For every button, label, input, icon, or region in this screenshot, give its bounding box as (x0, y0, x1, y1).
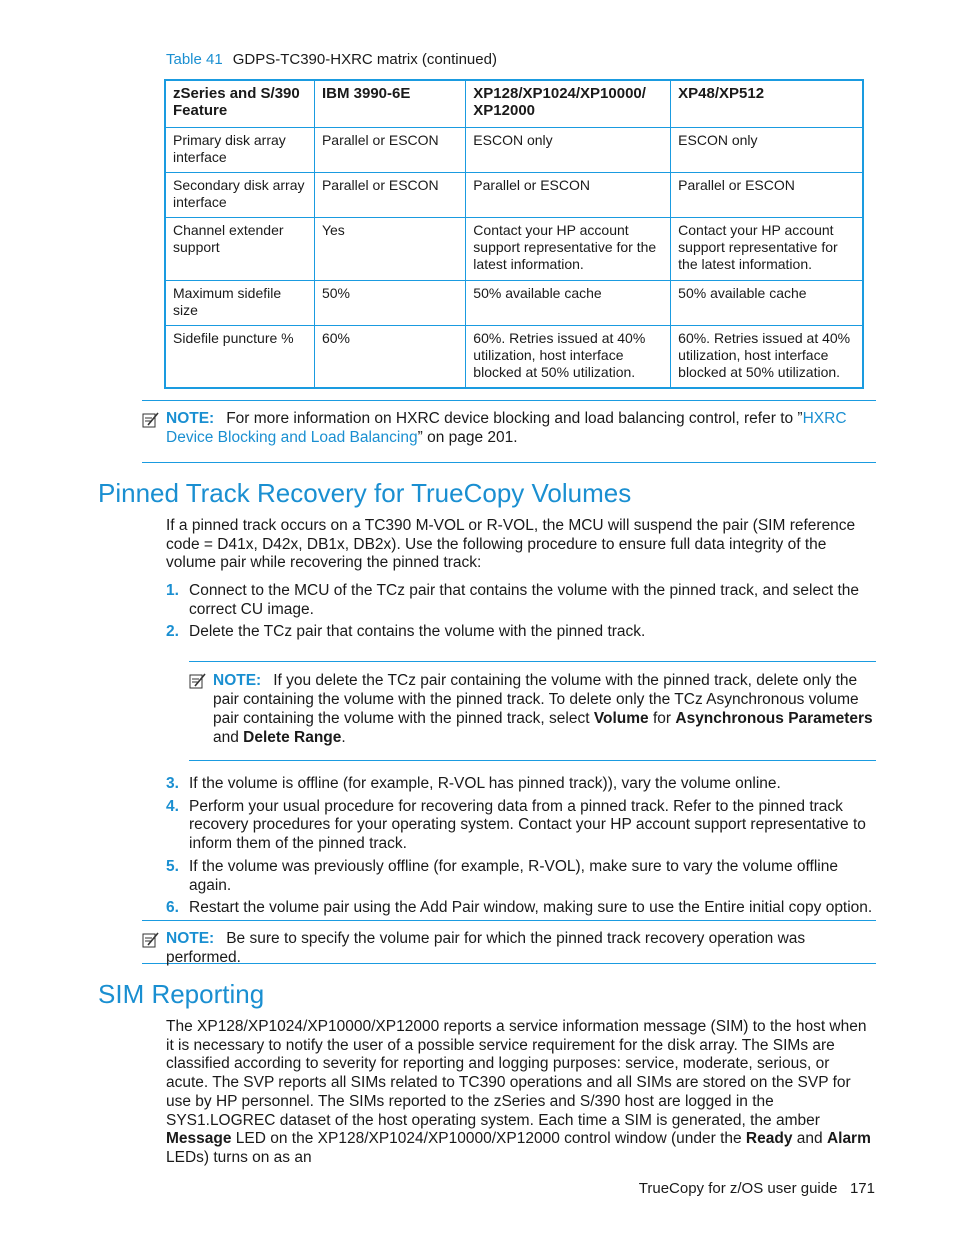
table-cell: Channel extender support (165, 218, 314, 281)
table-cell: Parallel or ESCON (314, 173, 465, 218)
ui-term-async-params: Asynchronous Parameters (675, 710, 873, 727)
list-item (166, 858, 874, 895)
paragraph-text: and (792, 1130, 827, 1148)
ui-term-alarm: Alarm (826, 1130, 871, 1148)
note-pencil-icon (189, 672, 207, 690)
note-pencil-icon (142, 411, 160, 429)
table-cell: Maximum sidefile size (165, 281, 314, 326)
list-item (166, 775, 874, 794)
table-cell: Secondary disk array interface (165, 173, 314, 218)
note-label: NOTE: (166, 930, 215, 947)
section-heading-sim-reporting: SIM Reporting (98, 979, 265, 1009)
table-cell: Primary disk array interface (165, 128, 314, 173)
table-cell: Yes (314, 218, 465, 281)
step-text: If the volume is offline (for example, R-VOL has pinned track)), vary the volume online. (189, 775, 781, 792)
paragraph-text: LED on the XP128/XP1024/XP10000/XP12000 control window (under the (231, 1130, 746, 1148)
guide-title: TrueCopy for z/OS user guide (638, 1180, 838, 1197)
step-number: 2. (166, 623, 179, 641)
step-text: Restart the volume pair using the Add Pair window, making sure to use the Entire initial copy option. (189, 899, 873, 917)
sim-reporting-paragraph (166, 1018, 874, 1168)
page-number: 171 (849, 1180, 875, 1197)
table-row (165, 218, 863, 281)
step-number: 5. (166, 857, 179, 875)
note-text: If you delete the TCz pair containing the volume with the pinned track, delete only the pair containing the volume with the pinned track. To delete only the TCz Asynchronous volume pair containing the volume with the pinned track, select (213, 672, 859, 727)
note-label: NOTE: (166, 410, 215, 427)
step-number: 6. (166, 899, 179, 917)
feature-matrix-table (164, 79, 864, 389)
page-footer (639, 1180, 875, 1197)
table-caption (166, 51, 497, 68)
note-text: Be sure to specify the volume pair for which the pinned track recovery operation was performed. (166, 930, 806, 966)
list-item (166, 899, 874, 918)
note-label: NOTE: (213, 672, 262, 689)
table-header-row (165, 80, 863, 128)
note-text: for (648, 710, 676, 727)
ui-term-ready: Ready (745, 1130, 793, 1148)
column-header: IBM 3990-6E (314, 80, 465, 128)
procedure-steps-b (166, 775, 874, 918)
table-row (165, 281, 863, 326)
note-text-end: ” on page 201. (417, 429, 518, 446)
table-title: GDPS-TC390-HXRC matrix (continued) (232, 51, 497, 68)
step-text: If the volume was previously offline (for example, R-VOL), make sure to vary the volume offline again. (189, 857, 838, 894)
pinned-track-intro: If a pinned track occurs on a TC390 M-VOL or R-VOL, the MCU will suspend the pair (SIM reference code = D41x, D42x, DB1x, DB2x). Use the following procedure to ensure full data integrity of the volume pair while recovering the pinned track: (166, 517, 856, 572)
step-number: 4. (166, 797, 179, 815)
list-item (166, 582, 874, 619)
ui-term-message: Message (166, 1130, 232, 1148)
procedure-steps-a (166, 582, 874, 642)
step-text: Perform your usual procedure for recovering data from a pinned track. Refer to the pinned track recovery procedures for your operating system. Contact your HP account support representative to inform them of the pinned track. (189, 797, 866, 853)
table-cell: Contact your HP account support representative for the latest information. (671, 218, 863, 281)
list-item (166, 623, 874, 642)
ui-term-volume: Volume (593, 710, 649, 727)
table-cell: 50% (314, 281, 465, 326)
note-text: For more information on HXRC device blocking and load balancing control, refer to ” (226, 410, 803, 427)
table-cell: 50% available cache (466, 281, 671, 326)
step-number: 3. (166, 775, 179, 792)
note-text: . (341, 729, 346, 746)
list-item (166, 798, 874, 854)
note-hxrc-blocking (142, 400, 876, 463)
table-cell: ESCON only (466, 128, 671, 173)
table-number: Table 41 (166, 51, 223, 68)
table-cell: 60% (314, 326, 465, 389)
step-text: Delete the TCz pair that contains the volume with the pinned track. (189, 623, 646, 641)
table-cell: 60%. Retries issued at 40% utilization, host interface blocked at 50% utilization. (466, 326, 671, 389)
note-pencil-icon (142, 931, 160, 949)
step-number: 1. (166, 582, 179, 599)
table-cell: Parallel or ESCON (466, 173, 671, 218)
step-text: Connect to the MCU of the TCz pair that contains the volume with the pinned track, and select the correct CU image. (189, 582, 860, 618)
paragraph-text: The XP128/XP1024/XP10000/XP12000 reports a service information message (SIM) to the host when it is necessary to notify the user of a possible service requirement for the disk array. The SIMs are classified according to severity for reporting and logging purposes: service, moderate, serious, or acute. The SVP reports all SIMs related to TC390 operations and all SIMs are stored on the SVP for use by HP personnel. The SIMs reported to the zSeries and S/390 host are logged in the SYS1.LOGREC dataset of the host operating system. Each time a SIM is generated, the amber (166, 1018, 867, 1129)
table-row (165, 173, 863, 218)
hxrc-blocking-link[interactable]: HXRC Device Blocking and Load Balancing (166, 410, 847, 446)
table-row (165, 128, 863, 173)
column-header: XP48/XP512 (671, 80, 863, 128)
column-header: zSeries and S/390 Feature (165, 80, 314, 128)
section-heading-pinned-track: Pinned Track Recovery for TrueCopy Volumes (98, 478, 632, 508)
table-row (165, 326, 863, 389)
paragraph-text: LEDs) turns on as an (166, 1148, 312, 1166)
table-cell: Contact your HP account support representative for the latest information. (466, 218, 671, 281)
table-cell: Sidefile puncture % (165, 326, 314, 389)
ui-term-delete-range: Delete Range (243, 729, 342, 746)
table-cell: 60%. Retries issued at 40% utilization, host interface blocked at 50% utilization. (671, 326, 863, 389)
column-header: XP128/XP1024/XP10000/ XP12000 (466, 80, 671, 128)
note-delete-pair (189, 661, 876, 761)
note-text: and (213, 729, 244, 746)
table-cell: 50% available cache (671, 281, 863, 326)
table-cell: Parallel or ESCON (671, 173, 863, 218)
table-cell: ESCON only (671, 128, 863, 173)
note-specify-pair (142, 920, 876, 964)
table-cell: Parallel or ESCON (314, 128, 465, 173)
